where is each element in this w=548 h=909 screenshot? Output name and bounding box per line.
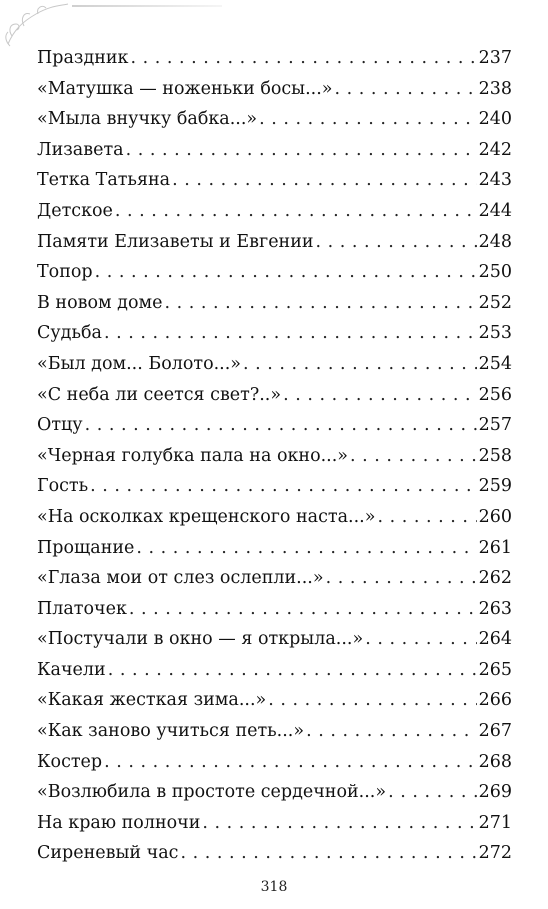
toc-entry — [37, 502, 512, 533]
toc-dot-leader — [350, 441, 477, 472]
toc-entry-title: «На осколках крещенского наста...» — [37, 506, 376, 527]
toc-entry-title: Детское — [37, 200, 113, 221]
toc-entry — [37, 808, 512, 839]
toc-entry-page: 253 — [478, 323, 512, 344]
toc-entry-title: Судьба — [37, 323, 102, 344]
toc-entry-page: 268 — [478, 751, 512, 772]
toc-entry-title: Отцу — [37, 415, 83, 436]
toc-entry-page: 272 — [478, 843, 512, 864]
toc-entry — [37, 563, 512, 594]
toc-dot-leader — [180, 838, 476, 869]
toc-dot-leader — [335, 74, 477, 105]
toc-entry-page: 237 — [478, 48, 512, 68]
toc-dot-leader — [104, 747, 476, 778]
toc-dot-leader — [172, 165, 476, 196]
toc-entry-page: 254 — [478, 353, 512, 374]
toc-entry-page: 259 — [478, 476, 512, 497]
toc-entry-title: Прощание — [37, 537, 135, 558]
toc-dot-leader — [136, 533, 476, 564]
toc-dot-leader — [108, 655, 477, 686]
toc-entry-page: 261 — [478, 537, 512, 558]
toc-dot-leader — [129, 594, 477, 625]
toc-entry — [37, 318, 512, 349]
toc-dot-leader — [377, 502, 476, 533]
toc-entry-title: «Глаза мои от слез ослепли...» — [37, 568, 324, 589]
toc-dot-leader — [130, 43, 476, 74]
toc-entry-title: «Какая жесткая зима...» — [37, 690, 267, 711]
toc-entry-page: 263 — [478, 598, 512, 619]
toc-entry-page: 265 — [478, 659, 512, 680]
toc-entry-page: 250 — [478, 262, 512, 283]
toc-dot-leader — [316, 227, 477, 258]
toc-entry-page: 240 — [478, 109, 512, 130]
toc-entry — [37, 196, 512, 227]
toc-entry — [37, 288, 512, 319]
toc-entry-title: «Как заново учиться петь...» — [37, 721, 305, 742]
toc-entry-page: 266 — [478, 690, 512, 711]
toc-entry — [37, 74, 512, 105]
toc-entry-title: Памяти Елизаветы и Евгении — [37, 231, 314, 252]
toc-entry — [37, 135, 512, 166]
toc-entry — [37, 624, 512, 655]
toc-entry-title: Сиреневый час — [37, 843, 179, 864]
toc-entry-page: 260 — [478, 506, 512, 527]
toc-entry-title: Качели — [37, 659, 106, 680]
toc-entry-title: Тетка Татьяна — [37, 170, 171, 191]
toc-dot-leader — [95, 257, 477, 288]
toc-entry-page: 243 — [478, 170, 512, 191]
toc-entry — [37, 471, 512, 502]
toc-entry-title: «Возлюбила в простоте сердечной...» — [37, 782, 387, 803]
toc-entry-title: «Мыла внучку бабка...» — [37, 109, 258, 130]
toc-dot-leader — [85, 410, 477, 441]
toc-dot-leader — [126, 135, 477, 166]
toc-dot-leader — [365, 624, 476, 655]
toc-entry — [37, 747, 512, 778]
toc-entry-page: 238 — [478, 78, 512, 99]
toc-dot-leader — [268, 685, 476, 716]
toc-entry-page: 244 — [478, 200, 512, 221]
toc-entry-title: Платочек — [37, 598, 127, 619]
toc-entry-title: Лизавета — [37, 139, 124, 160]
toc-entry — [37, 685, 512, 716]
toc-dot-leader — [259, 104, 476, 135]
toc-entry-title: Топор — [37, 262, 93, 283]
toc-entry — [37, 43, 512, 74]
toc-entry-page: 257 — [478, 415, 512, 436]
toc-entry-title: В новом доме — [37, 292, 163, 313]
toc-entry — [37, 227, 512, 258]
toc-entry-page: 258 — [478, 445, 512, 466]
toc-dot-leader — [326, 563, 477, 594]
toc-entry — [37, 777, 512, 808]
toc-entry-title: Костер — [37, 751, 103, 772]
toc-entry-title: «С неба ли сеется свет?..» — [37, 384, 282, 405]
toc-entry-page: 271 — [478, 812, 512, 833]
toc-entry — [37, 594, 512, 625]
toc-entry-page: 242 — [478, 139, 512, 160]
toc-entry — [37, 441, 512, 472]
toc-dot-leader — [164, 288, 476, 319]
toc-entry-title: «Был дом... Болото...» — [37, 353, 242, 374]
toc-entry-page: 269 — [478, 782, 512, 803]
toc-dot-leader — [115, 196, 477, 227]
toc-entry — [37, 716, 512, 747]
toc-dot-leader — [104, 318, 477, 349]
toc-dot-leader — [90, 471, 476, 502]
toc-entry-page: 264 — [478, 629, 512, 650]
toc-entry — [37, 349, 512, 380]
toc-entry-title: «Матушка — ноженьки босы...» — [37, 78, 333, 99]
toc-entry-page: 262 — [478, 568, 512, 589]
toc-entry — [37, 533, 512, 564]
toc-entry — [37, 380, 512, 411]
table-of-contents — [37, 43, 512, 869]
toc-dot-leader — [306, 716, 477, 747]
toc-dot-leader — [388, 777, 477, 808]
toc-entry — [37, 257, 512, 288]
toc-entry-page: 252 — [478, 292, 512, 313]
toc-entry-page: 248 — [478, 231, 512, 252]
toc-entry — [37, 104, 512, 135]
page-number: 318 — [260, 879, 288, 895]
toc-dot-leader — [243, 349, 477, 380]
toc-entry — [37, 838, 512, 869]
toc-entry-title: Праздник — [37, 48, 129, 68]
toc-entry-title: На краю полночи — [37, 812, 201, 833]
toc-entry-page: 256 — [478, 384, 512, 405]
toc-dot-leader — [283, 380, 477, 411]
toc-entry-page: 267 — [478, 721, 512, 742]
toc-entry — [37, 410, 512, 441]
toc-entry — [37, 655, 512, 686]
toc-entry — [37, 165, 512, 196]
toc-entry-title: «Черная голубка пала на окно...» — [37, 445, 349, 466]
toc-entry-title: Гость — [37, 476, 89, 497]
top-decorative-rule — [72, 5, 222, 7]
toc-entry-title: «Постучали в окно — я открыла...» — [37, 629, 364, 650]
toc-dot-leader — [202, 808, 476, 839]
